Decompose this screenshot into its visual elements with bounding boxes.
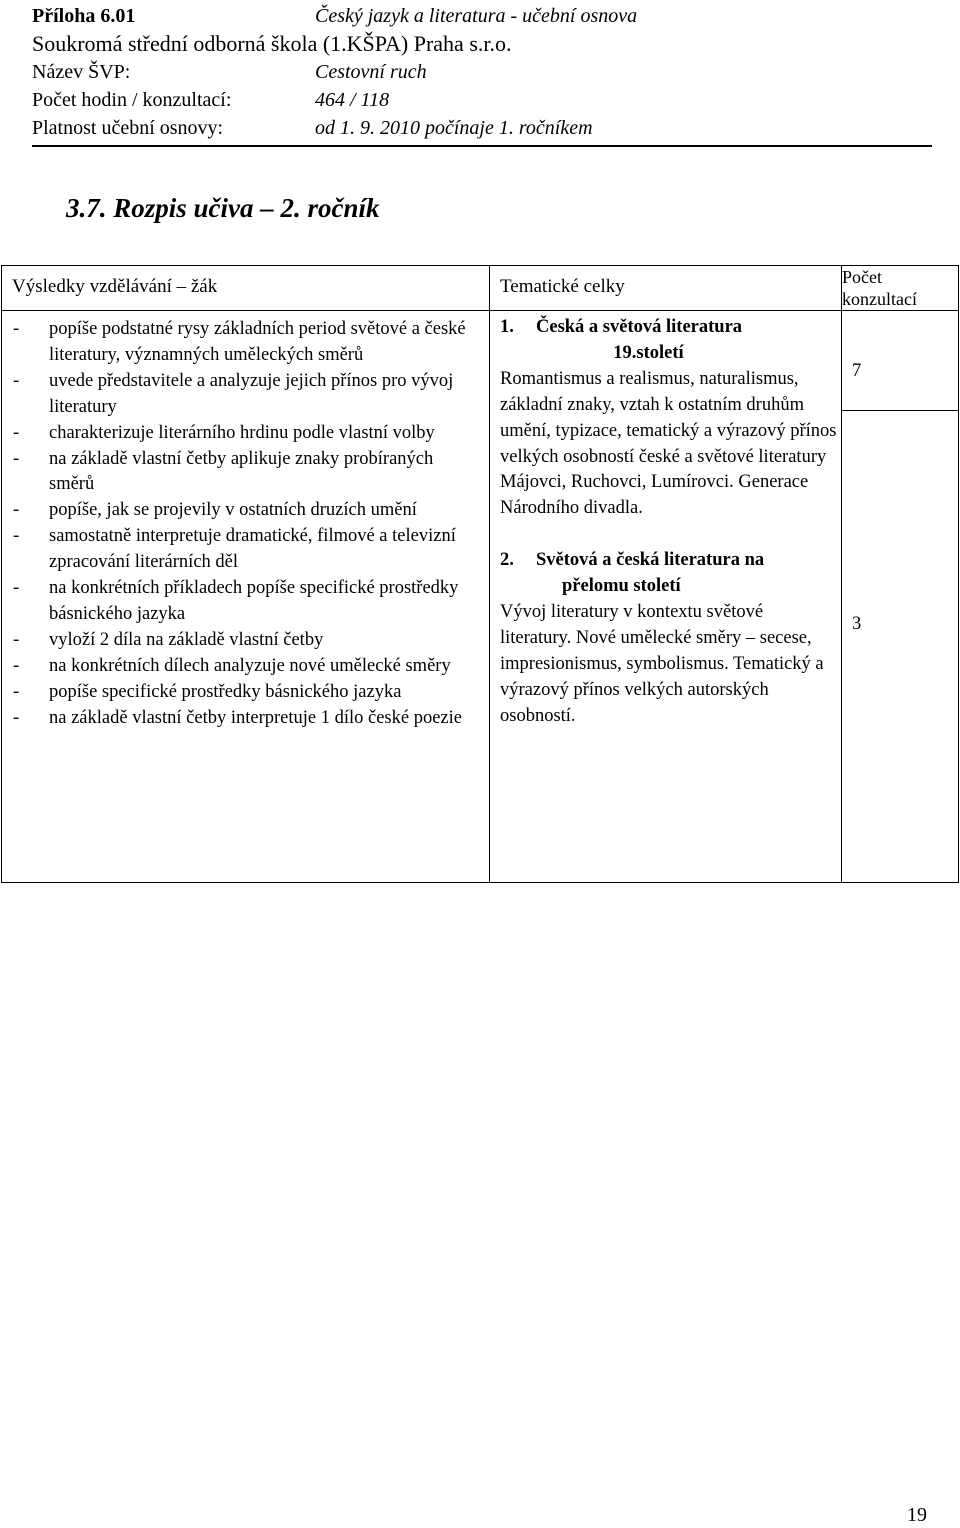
count-cell-divider xyxy=(842,410,958,411)
outcome-text: popíše, jak se projevily v ostatních druzích umění xyxy=(49,500,417,521)
topic-heading xyxy=(500,315,837,367)
outcome-text: na konkrétních příkladech popíše specifické prostředky básnického jazyka xyxy=(49,578,459,624)
header-row-program xyxy=(32,58,932,86)
topic-block-2 xyxy=(500,548,837,729)
outcome-text: na základě vlastní četby interpretuje 1 dílo české poezie xyxy=(49,707,462,728)
column-header-topics xyxy=(490,266,842,311)
column-header-count xyxy=(842,266,959,311)
counts-cell xyxy=(842,311,959,883)
column-header-outcomes-label: Výsledky vzdělávání – žák xyxy=(12,276,218,297)
topic-number: 2. xyxy=(500,550,514,571)
list-item: - samostatně interpretuje dramatické, filmové a televizní zpracování literárních děl xyxy=(13,526,456,573)
section-title: 3.7. Rozpis učiva – 2. ročník xyxy=(66,193,380,223)
list-item: - charakterizuje literárního hrdinu podle vlastní volby xyxy=(13,422,435,443)
topic-title-continuation: přelomu století xyxy=(562,576,681,597)
list-item: - na konkrétních příkladech popíše specifické prostředky básnického jazyka xyxy=(13,578,459,624)
hours-label: Počet hodin / konzultací: xyxy=(32,89,232,111)
topic-title: Světová a česká literatura na xyxy=(536,550,765,571)
outcome-text: samostatně interpretuje dramatické, filmové a televizní zpracování literárních děl xyxy=(49,526,456,573)
outcome-text: popíše specifické prostředky básnického jazyka xyxy=(49,681,402,702)
topic-body: Vývoj literatury v kontextu světové literatury. Nové umělecké směry – secese, impresionismus, symbolismus. Tematický a výrazový přínos velkých autorských osobností. xyxy=(500,602,824,726)
outcomes-list xyxy=(2,311,489,748)
list-item: - na základě vlastní četby interpretuje 1 dílo české poezie xyxy=(13,707,462,728)
header-row-attachment xyxy=(32,2,932,30)
validity-value: od 1. 9. 2010 počínaje 1. ročníkem xyxy=(315,117,593,139)
outcome-text: vyloží 2 díla na základě vlastní četby xyxy=(49,629,324,650)
program-label: Název ŠVP: xyxy=(32,61,131,83)
hours-value: 464 / 118 xyxy=(315,89,390,111)
list-item: - popíše specifické prostředky básnického jazyka xyxy=(13,681,402,702)
list-item: - na konkrétních dílech analyzuje nové umělecké směry xyxy=(13,655,451,676)
topic-title: Česká a světová literatura xyxy=(536,317,743,337)
list-item: - popíše, jak se projevily v ostatních druzích umění xyxy=(13,500,417,521)
consultation-count: 3 xyxy=(852,614,862,634)
school-name: Soukromá střední odborná škola (1.KŠPA) Praha s.r.o. xyxy=(32,31,512,56)
header-row-validity xyxy=(32,114,932,142)
topic-number: 1. xyxy=(500,317,514,337)
page-number: 19 xyxy=(907,1504,927,1526)
column-header-topics-label: Tematické celky xyxy=(500,276,625,297)
list-item: - na základě vlastní četby aplikuje znaky probíraných směrů xyxy=(13,448,434,495)
topics-cell xyxy=(490,311,842,883)
outcome-text: na konkrétních dílech analyzuje nové umělecké směry xyxy=(49,655,451,676)
attachment-label: Příloha 6.01 xyxy=(32,5,136,27)
header-divider xyxy=(32,145,932,147)
topic-body: Romantismus a realismus, naturalismus, základní znaky, vztah k ostatním druhům umění, typizace, tematický a výrazový přínos velkých osobností české a světové literatury Májovci, Ruchovci, Lumírovci. Generace Národního divadla. xyxy=(500,368,837,519)
list-item: - vyloží 2 díla na základě vlastní četby xyxy=(13,629,324,650)
program-value: Cestovní ruch xyxy=(315,61,427,83)
outcome-text: uvede představitele a analyzuje jejich přínos pro vývoj literatury xyxy=(49,370,454,417)
document-header xyxy=(32,2,932,142)
column-header-count-line1: Počet xyxy=(842,267,882,287)
topic-title-continuation: 19.století xyxy=(613,342,684,363)
topic-block-1 xyxy=(500,315,837,522)
list-item: - uvede představitele a analyzuje jejich přínos pro vývoj literatury xyxy=(13,370,454,417)
validity-label: Platnost učební osnovy: xyxy=(32,117,224,139)
outcome-text: popíše podstatné rysy základních period světové a české literatury, významných uměleckých směrů xyxy=(49,319,466,365)
table-body-row xyxy=(2,311,959,883)
column-header-count-line2: konzultací xyxy=(842,289,917,309)
curriculum-table xyxy=(1,265,959,883)
list-item: - popíše podstatné rysy základních period světové a české literatury, významných uměleckých směrů xyxy=(13,319,466,365)
topic-heading xyxy=(500,548,837,600)
header-row-school xyxy=(32,30,932,58)
table-header-row xyxy=(2,266,959,311)
subject-title: Český jazyk a literatura - učební osnova xyxy=(315,5,638,27)
column-header-outcomes xyxy=(2,266,490,311)
outcomes-cell xyxy=(2,311,490,883)
header-row-hours xyxy=(32,86,932,114)
outcome-text: na základě vlastní četby aplikuje znaky probíraných směrů xyxy=(49,448,434,495)
outcome-text: charakterizuje literárního hrdinu podle vlastní volby xyxy=(49,422,435,443)
consultation-count: 7 xyxy=(852,361,862,381)
